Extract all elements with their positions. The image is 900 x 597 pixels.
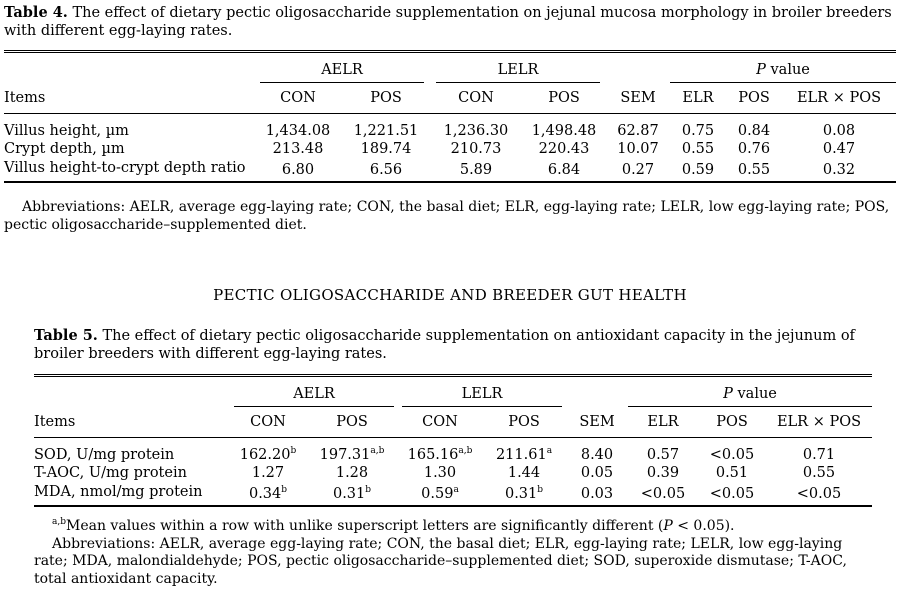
table4-group-aelr: AELR — [260, 61, 424, 83]
table4 — [4, 50, 896, 183]
table4-header-items: Items — [4, 90, 46, 107]
table5-header-row — [34, 407, 872, 438]
table5-cell — [34, 464, 230, 482]
table5-cell-value: 0.71 — [802, 447, 836, 464]
table5-cell-value: 0.31 — [332, 485, 366, 502]
table4-cell: 0.75 — [681, 123, 715, 140]
table5-caption-text: The effect of dietary pectic oligosaccharide supplementation on antioxidant capacity in the jejunum of broiler breeders with different egg-laying rates. — [34, 328, 855, 363]
table5-cell — [230, 464, 306, 482]
table5-group-header-row — [34, 376, 872, 408]
table4-grid — [4, 50, 896, 183]
table5-cell-value: 197.31 — [319, 447, 371, 464]
table5-header-items: Items — [34, 414, 76, 431]
table5-cell — [482, 464, 566, 482]
table5-cell-value: SOD, U/mg protein — [34, 447, 175, 464]
table5-cell-value: 8.40 — [580, 447, 614, 464]
table4-cell: 1,221.51 — [353, 123, 419, 140]
table5-caption — [34, 327, 872, 363]
table4-group-pvalue — [670, 61, 896, 83]
table5-cell-value: 1.27 — [251, 465, 285, 482]
table4-cell: Villus height, µm — [4, 123, 129, 140]
table5-footnote-abbreviations: Abbreviations: AELR, average egg-laying rate; CON, the basal diet; ELR, egg-laying rate; LELR, low egg-laying rate; MDA, malondialdehyde; POS, pectic oligosaccharide–supplemented diet; SOD, superoxide dismutase; T-AOC, total antioxidant capacity. — [34, 535, 847, 587]
table5-footnote-p: P — [663, 518, 673, 534]
table5-cell-value: 0.51 — [715, 465, 749, 482]
table5-cell — [698, 464, 766, 482]
table4-cell: 0.84 — [737, 123, 771, 140]
table5-cell-value: 0.03 — [580, 485, 614, 502]
table5-cell-superscript: a,b — [370, 446, 385, 457]
table5-cell-superscript: b — [365, 484, 372, 495]
table-row — [34, 464, 872, 482]
table4-header-con-lelr: CON — [458, 90, 494, 107]
table5-cell-value: <0.05 — [640, 485, 686, 502]
table5-header-elr-x-pos: ELR × POS — [776, 414, 862, 431]
table4-header-pos-lelr: POS — [548, 90, 580, 107]
table5-cell — [398, 464, 482, 482]
table4-cell: 1,498.48 — [531, 123, 597, 140]
table5-cell — [34, 483, 230, 506]
table5-cell — [398, 483, 482, 506]
table5-cell — [306, 483, 398, 506]
table5-header-pos-lelr: POS — [508, 414, 540, 431]
table5-cell — [628, 438, 698, 465]
table5-cell — [566, 483, 628, 506]
table5-header-pos-aelr: POS — [336, 414, 368, 431]
running-title: PECTIC OLIGOSACCHARIDE AND BREEDER GUT HEALTH — [213, 286, 687, 304]
table5-cell-value: 0.55 — [802, 465, 836, 482]
table5-cell-value: <0.05 — [709, 447, 755, 464]
table5-cell-value: 1.30 — [423, 465, 457, 482]
table5-cell-value: 0.34 — [248, 485, 282, 502]
table5-cell — [306, 438, 398, 465]
table5-cell — [628, 464, 698, 482]
table4-cell: 10.07 — [617, 141, 659, 158]
table5-cell-value: 211.61 — [495, 447, 547, 464]
table5-cell — [566, 438, 628, 465]
table4-cell: 0.32 — [822, 161, 856, 178]
table5-cell-value: 0.31 — [504, 485, 538, 502]
table5-cell-value: T-AOC, U/mg protein — [34, 465, 187, 482]
table4-cell: 0.27 — [621, 161, 655, 178]
table5-group-pvalue-p: P — [723, 386, 733, 402]
table5-group-pvalue-label: value — [737, 386, 777, 402]
table5-footnote-sup: a,b — [52, 517, 66, 527]
table5-cell-superscript: b — [281, 484, 288, 495]
table4-header-elr: ELR — [682, 90, 714, 107]
table4-cell: Villus height-to-crypt depth ratio — [4, 159, 246, 176]
table4-cell: 0.55 — [681, 141, 715, 158]
table5-group-pvalue — [628, 385, 872, 407]
table5-cell-value: <0.05 — [796, 485, 842, 502]
table4-cell: 0.47 — [822, 141, 856, 158]
table4-header-pos: POS — [738, 90, 770, 107]
table5-cell — [766, 438, 872, 465]
table5-cell-value: MDA, nmol/mg protein — [34, 483, 203, 500]
table5-footnote-tail: < 0.05). — [672, 518, 735, 534]
table5-cell — [398, 438, 482, 465]
table5-cell-value: 1.44 — [507, 465, 541, 482]
table4-group-pvalue-label: value — [770, 62, 810, 78]
table5-cell — [766, 483, 872, 506]
table5-footnote-block — [34, 518, 872, 588]
table5 — [34, 374, 872, 507]
table4-footnote-block — [4, 199, 896, 234]
table5-cell — [34, 438, 230, 465]
table5-cell-superscript: a — [546, 446, 553, 457]
table5-cell — [766, 464, 872, 482]
table5-cell-value: 1.28 — [335, 465, 369, 482]
table5-cell-superscript: b — [537, 484, 544, 495]
table4-cell: 0.76 — [737, 141, 771, 158]
table4-cell: 189.74 — [360, 141, 412, 158]
table4-cell: 0.08 — [822, 123, 856, 140]
table-row — [4, 140, 896, 158]
table5-footnote-text: Mean values within a row with unlike superscript letters are significantly different ( — [66, 518, 664, 534]
table4-footnote: Abbreviations: AELR, average egg-laying rate; CON, the basal diet; ELR, egg-laying rate; LELR, low egg-laying rate; POS, pectic oligosaccharide–supplemented diet. — [4, 199, 890, 233]
table5-cell — [628, 483, 698, 506]
table5-cell — [230, 483, 306, 506]
table5-cell-value: 0.39 — [646, 465, 680, 482]
table4-cell: 1,434.08 — [265, 123, 331, 140]
table4-header-sem: SEM — [620, 90, 656, 107]
table4-cell: 1,236.30 — [443, 123, 509, 140]
table4-cell: 220.43 — [538, 141, 590, 158]
table5-cell-superscript: a,b — [458, 446, 473, 457]
table5-caption-block — [34, 327, 872, 363]
table5-cell-value: 0.57 — [646, 447, 680, 464]
table4-caption-text: The effect of dietary pectic oligosaccharide supplementation on jejunal mucosa morphology in broiler breeders with different egg-laying rates. — [4, 5, 892, 40]
table5-cell-value: 165.16 — [407, 447, 459, 464]
table5-label: Table 5. — [34, 327, 98, 344]
table5-cell-value: <0.05 — [709, 485, 755, 502]
table5-cell — [698, 483, 766, 506]
table5-cell — [306, 464, 398, 482]
table4-cell: 213.48 — [272, 141, 324, 158]
table5-group-aelr: AELR — [234, 385, 394, 407]
table4-cell: 6.84 — [547, 161, 581, 178]
table5-header-sem: SEM — [579, 414, 615, 431]
table5-footnote-significance — [34, 518, 872, 536]
table4-label: Table 4. — [4, 4, 68, 21]
table5-cell-superscript: b — [290, 446, 297, 457]
table5-cell-value: 162.20 — [239, 447, 291, 464]
table5-cell — [482, 483, 566, 506]
table5-cell-superscript: a — [453, 484, 459, 495]
table4-cell: 210.73 — [450, 141, 502, 158]
table4-cell: 6.80 — [281, 161, 315, 178]
table5-cell — [230, 438, 306, 465]
table5-grid — [34, 374, 872, 507]
table4-header-con-aelr: CON — [280, 90, 316, 107]
table4-group-header-row — [4, 52, 896, 84]
table4-cell: 5.89 — [459, 161, 493, 178]
table4-header-row — [4, 83, 896, 114]
table4-group-lelr: LELR — [436, 61, 600, 83]
table5-cell — [482, 438, 566, 465]
table4-caption-block — [4, 4, 896, 40]
table5-cell — [698, 438, 766, 465]
table4-group-pvalue-p: P — [756, 62, 766, 78]
table4-caption — [4, 4, 896, 40]
table4-header-elr-x-pos: ELR × POS — [796, 90, 882, 107]
table5-header-con-aelr: CON — [250, 414, 286, 431]
table-row — [34, 483, 872, 506]
table4-cell: 62.87 — [617, 123, 659, 140]
table-row — [4, 114, 896, 141]
table4-cell: 0.59 — [681, 161, 715, 178]
table-row — [4, 159, 896, 182]
table5-cell-value: 0.59 — [421, 485, 454, 502]
table5-header-pos: POS — [716, 414, 748, 431]
table-row — [34, 438, 872, 465]
table5-header-con-lelr: CON — [422, 414, 458, 431]
table5-cell — [566, 464, 628, 482]
table4-cell: 6.56 — [369, 161, 403, 178]
table4-cell: Crypt depth, µm — [4, 141, 125, 158]
table5-header-elr: ELR — [647, 414, 679, 431]
table4-cell: 0.55 — [737, 161, 771, 178]
table5-group-lelr: LELR — [402, 385, 562, 407]
table4-header-pos-aelr: POS — [370, 90, 402, 107]
table5-cell-value: 0.05 — [580, 465, 614, 482]
